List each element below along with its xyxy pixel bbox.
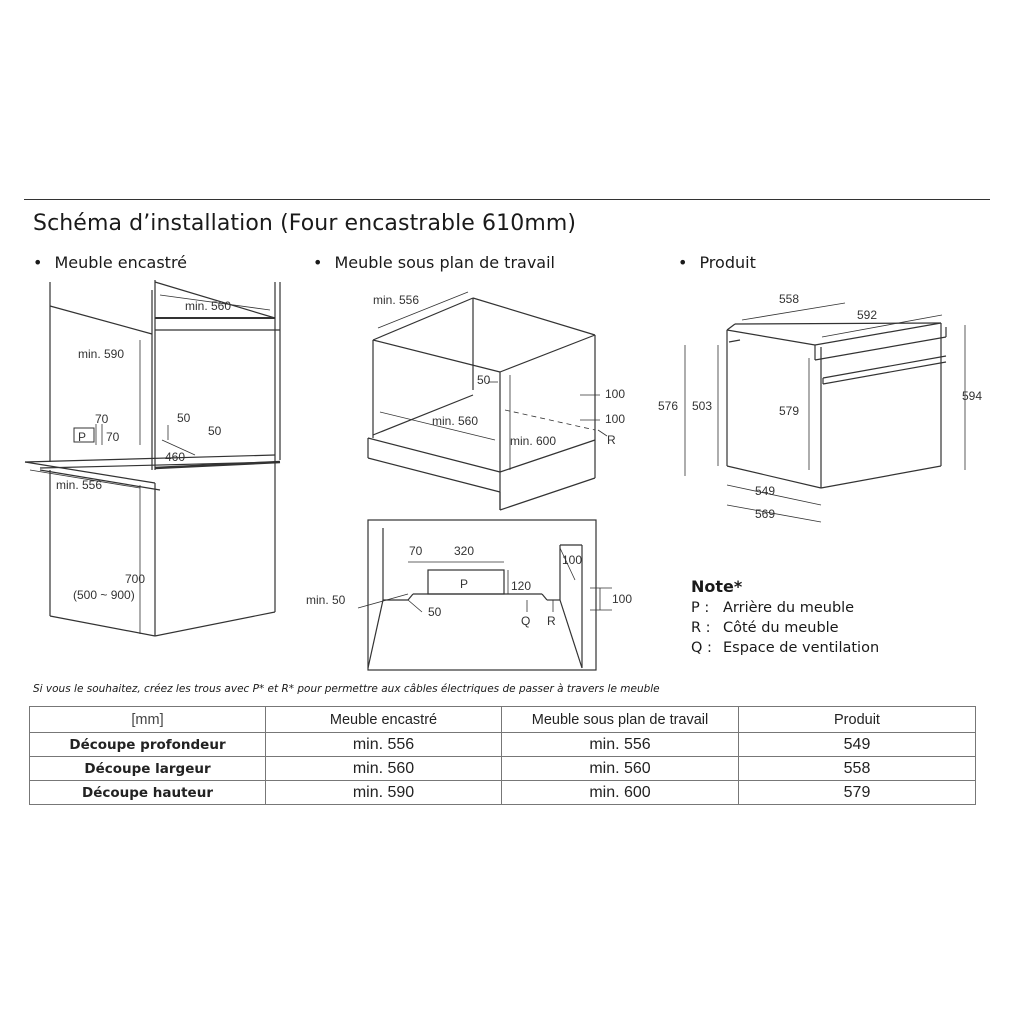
- d3-dim-100b: 100: [612, 592, 633, 606]
- table-cell: 579: [739, 781, 976, 805]
- d4-dim-594: 594: [962, 389, 983, 403]
- d2-dim-100b: 100: [605, 412, 626, 426]
- dimensions-table: [29, 706, 976, 805]
- note-row-q: Q : Espace de ventilation: [691, 640, 880, 656]
- d1-p: P: [78, 430, 87, 444]
- table-cell: 549: [739, 733, 976, 757]
- table-header-row: [30, 707, 976, 733]
- diagram-oven-product: [685, 303, 965, 522]
- d1-min-590: min. 590: [78, 347, 125, 361]
- table-cell: min. 560: [266, 757, 502, 781]
- table-cell: min. 556: [266, 733, 502, 757]
- d3-dim-50: 50: [428, 605, 442, 619]
- d3-dim-100a: 100: [562, 553, 583, 567]
- d4-dim-558: 558: [779, 292, 800, 306]
- d4-dim-503: 503: [692, 399, 713, 413]
- table-header-under-counter: Meuble sous plan de travail: [502, 707, 739, 733]
- note-row-p: P : Arrière du meuble: [691, 600, 855, 616]
- d2-min-556: min. 556: [373, 293, 420, 307]
- table-cell: min. 560: [502, 757, 739, 781]
- note-legend: [691, 577, 879, 658]
- diagram-top-view: [358, 520, 612, 670]
- row-label: Découpe profondeur: [30, 733, 266, 757]
- table-cell: min. 590: [266, 781, 502, 805]
- d3-q: Q: [521, 614, 531, 628]
- d1-min-560: min. 560: [185, 299, 232, 313]
- d1-dim-70b: 70: [106, 430, 120, 444]
- table-cell: min. 556: [502, 733, 739, 757]
- d1-dim-700: 700: [125, 572, 146, 586]
- table-row: [30, 781, 976, 805]
- d3-p: P: [460, 577, 469, 591]
- table-row: [30, 733, 976, 757]
- section-label-product: • Produit: [678, 253, 756, 272]
- d1-min-556: min. 556: [56, 478, 103, 492]
- d1-dim-460: 460: [165, 450, 186, 464]
- d4-dim-579: 579: [779, 404, 800, 418]
- d2-min-560: min. 560: [432, 414, 479, 428]
- table-header-unit: [mm]: [30, 707, 266, 733]
- d1-dim-70a: 70: [95, 412, 109, 426]
- d3-r: R: [547, 614, 556, 628]
- diagram-built-in-cabinet: [25, 280, 280, 636]
- table-cell: 558: [739, 757, 976, 781]
- table-header-product: Produit: [739, 707, 976, 733]
- d4-dim-576: 576: [658, 399, 679, 413]
- diagram-under-counter-cabinet: [368, 292, 607, 510]
- row-label: Découpe largeur: [30, 757, 266, 781]
- d2-dim-100a: 100: [605, 387, 626, 401]
- d3-min-50: min. 50: [306, 593, 346, 607]
- section-label-under-counter: • Meuble sous plan de travail: [313, 253, 555, 272]
- page-title: Schéma d’installation (Four encastrable 610mm): [33, 211, 577, 236]
- footnote: Si vous le souhaitez, créez les trous avec P* et R* pour permettre aux câbles électriques de passer à travers le meuble: [33, 683, 660, 695]
- section-label-built-in: • Meuble encastré: [33, 253, 188, 272]
- d3-dim-320: 320: [454, 544, 475, 558]
- d3-dim-70: 70: [409, 544, 423, 558]
- d3-dim-120: 120: [511, 579, 532, 593]
- note-row-r: R : Côté du meuble: [691, 620, 839, 636]
- d2-r: R: [607, 433, 616, 447]
- d4-dim-569: 569: [755, 507, 776, 521]
- table-row: [30, 757, 976, 781]
- d4-dim-549: 549: [755, 484, 776, 498]
- d2-dim-50: 50: [477, 373, 491, 387]
- table-cell: min. 600: [502, 781, 739, 805]
- note-title: Note*: [691, 577, 743, 596]
- d2-min-600: min. 600: [510, 434, 557, 448]
- table-header-built-in: Meuble encastré: [266, 707, 502, 733]
- d1-dim-50a: 50: [177, 411, 191, 425]
- d4-dim-592: 592: [857, 308, 878, 322]
- d1-range: (500 ~ 900): [73, 588, 135, 602]
- row-label: Découpe hauteur: [30, 781, 266, 805]
- d1-dim-50b: 50: [208, 424, 222, 438]
